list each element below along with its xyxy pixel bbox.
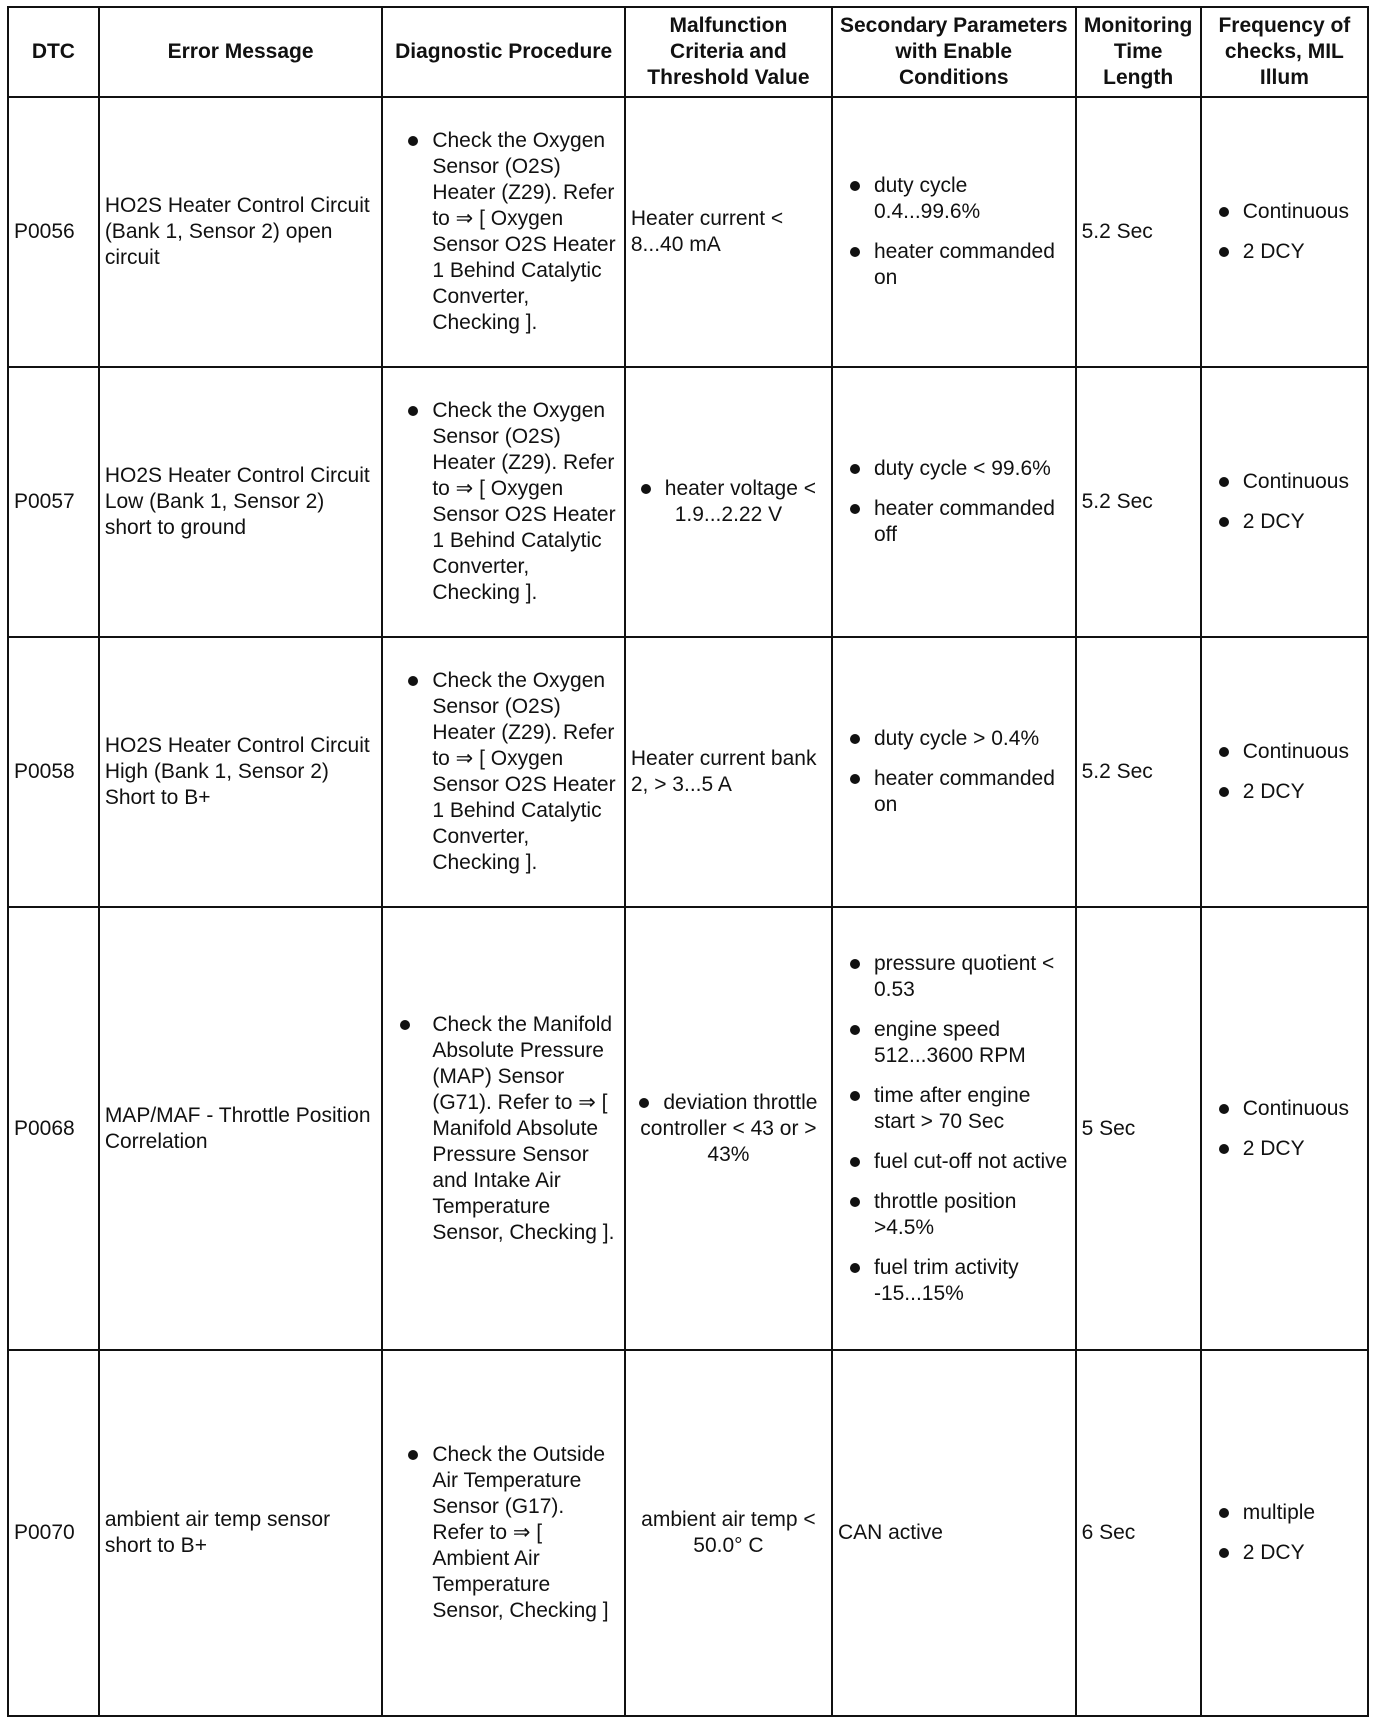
monitoring-time: 5.2 Sec <box>1076 367 1201 637</box>
dtc-code: P0058 <box>8 637 99 907</box>
procedure-item: Check the Oxygen Sensor (O2S) Heater (Z29). Refer to ⇒ [ Oxygen Sensor O2S Heater 1 Behind Catalytic Converter, Checking ]. <box>388 398 619 606</box>
frequency-item: Continuous <box>1207 1096 1362 1122</box>
procedure-item: Check the Manifold Absolute Pressure (MAP) Sensor (G71). Refer to ⇒ [ Manifold Absolute Pressure Sensor and Intake Air Temperature Sensor, Checking ]. <box>388 1012 619 1246</box>
table-row <box>8 637 1368 907</box>
monitoring-time: 5.2 Sec <box>1076 97 1201 367</box>
frequency-item: 2 DCY <box>1207 1136 1362 1162</box>
table-row <box>8 367 1368 637</box>
secondary-parameters <box>832 97 1076 367</box>
header-diagnostic-procedure: Diagnostic Procedure <box>382 7 625 97</box>
malfunction-criteria <box>625 367 832 637</box>
table-row <box>8 97 1368 367</box>
monitoring-time: 5.2 Sec <box>1076 637 1201 907</box>
error-message: HO2S Heater Control Circuit (Bank 1, Sensor 2) open circuit <box>99 97 383 367</box>
header-dtc: DTC <box>8 7 99 97</box>
malfunction-criteria: Heater current < 8...40 mA <box>625 97 832 367</box>
diagnostic-procedure <box>382 1350 625 1716</box>
monitoring-time: 5 Sec <box>1076 907 1201 1350</box>
frequency <box>1201 637 1368 907</box>
secondary-param-item: throttle position >4.5% <box>838 1189 1070 1241</box>
header-error-message: Error Message <box>99 7 383 97</box>
procedure-item: Check the Outside Air Temperature Sensor (G17). Refer to ⇒ [ Ambient Air Temperature Sensor, Checking ] <box>388 1442 619 1624</box>
frequency-item: 2 DCY <box>1207 779 1362 805</box>
frequency <box>1201 907 1368 1350</box>
secondary-parameters: CAN active <box>832 1350 1076 1716</box>
header-malfunction-criteria: Malfunction Criteria and Threshold Value <box>625 7 832 97</box>
header-row <box>8 7 1368 97</box>
dtc-code: P0057 <box>8 367 99 637</box>
header-secondary-parameters: Secondary Parameters with Enable Conditions <box>832 7 1076 97</box>
frequency-item: Continuous <box>1207 469 1362 495</box>
procedure-item: Check the Oxygen Sensor (O2S) Heater (Z29). Refer to ⇒ [ Oxygen Sensor O2S Heater 1 Behind Catalytic Converter, Checking ]. <box>388 128 619 336</box>
diagnostic-procedure <box>382 97 625 367</box>
secondary-param-item: duty cycle 0.4...99.6% <box>838 173 1070 225</box>
monitoring-time: 6 Sec <box>1076 1350 1201 1716</box>
frequency-item: Continuous <box>1207 739 1362 765</box>
header-frequency: Frequency of checks, MIL Illum <box>1201 7 1368 97</box>
secondary-param-item: engine speed 512...3600 RPM <box>838 1017 1070 1069</box>
malfunction-criteria: ambient air temp < 50.0° C <box>625 1350 832 1716</box>
secondary-param-item: duty cycle > 0.4% <box>838 726 1070 752</box>
secondary-param-item: heater commanded on <box>838 239 1070 291</box>
secondary-param-item: fuel cut-off not active <box>838 1149 1070 1175</box>
header-monitoring-time: Monitoring Time Length <box>1076 7 1201 97</box>
frequency <box>1201 97 1368 367</box>
secondary-param-item: fuel trim activity -15...15% <box>838 1255 1070 1307</box>
error-message: HO2S Heater Control Circuit Low (Bank 1, Sensor 2) short to ground <box>99 367 383 637</box>
procedure-item: Check the Oxygen Sensor (O2S) Heater (Z29). Refer to ⇒ [ Oxygen Sensor O2S Heater 1 Behind Catalytic Converter, Checking ]. <box>388 668 619 876</box>
error-message: HO2S Heater Control Circuit High (Bank 1, Sensor 2) Short to B+ <box>99 637 383 907</box>
frequency <box>1201 367 1368 637</box>
error-message: MAP/MAF - Throttle Position Correlation <box>99 907 383 1350</box>
malfunction-criteria: Heater current bank 2, > 3...5 A <box>625 637 832 907</box>
dtc-code: P0070 <box>8 1350 99 1716</box>
criteria-item: heater voltage < 1.9...2.22 V <box>641 477 816 526</box>
frequency-item: 2 DCY <box>1207 1540 1362 1566</box>
table-row <box>8 1350 1368 1716</box>
malfunction-criteria <box>625 907 832 1350</box>
frequency-item: 2 DCY <box>1207 239 1362 265</box>
dtc-code: P0068 <box>8 907 99 1350</box>
criteria-item: deviation throttle controller < 43 or > 43% <box>640 1090 818 1166</box>
frequency-item: 2 DCY <box>1207 509 1362 535</box>
secondary-parameters <box>832 367 1076 637</box>
secondary-param-item: heater commanded on <box>838 766 1070 818</box>
secondary-param-item: time after engine start > 70 Sec <box>838 1083 1070 1135</box>
dtc-table <box>7 6 1369 1717</box>
dtc-code: P0056 <box>8 97 99 367</box>
diagnostic-procedure <box>382 637 625 907</box>
secondary-param-item: pressure quotient < 0.53 <box>838 951 1070 1003</box>
error-message: ambient air temp sensor short to B+ <box>99 1350 383 1716</box>
secondary-parameters <box>832 637 1076 907</box>
table-row <box>8 907 1368 1350</box>
frequency <box>1201 1350 1368 1716</box>
frequency-item: multiple <box>1207 1500 1362 1526</box>
diagnostic-procedure <box>382 367 625 637</box>
secondary-param-item: duty cycle < 99.6% <box>838 456 1070 482</box>
secondary-parameters <box>832 907 1076 1350</box>
diagnostic-procedure <box>382 907 625 1350</box>
frequency-item: Continuous <box>1207 199 1362 225</box>
secondary-param-item: heater commanded off <box>838 496 1070 548</box>
